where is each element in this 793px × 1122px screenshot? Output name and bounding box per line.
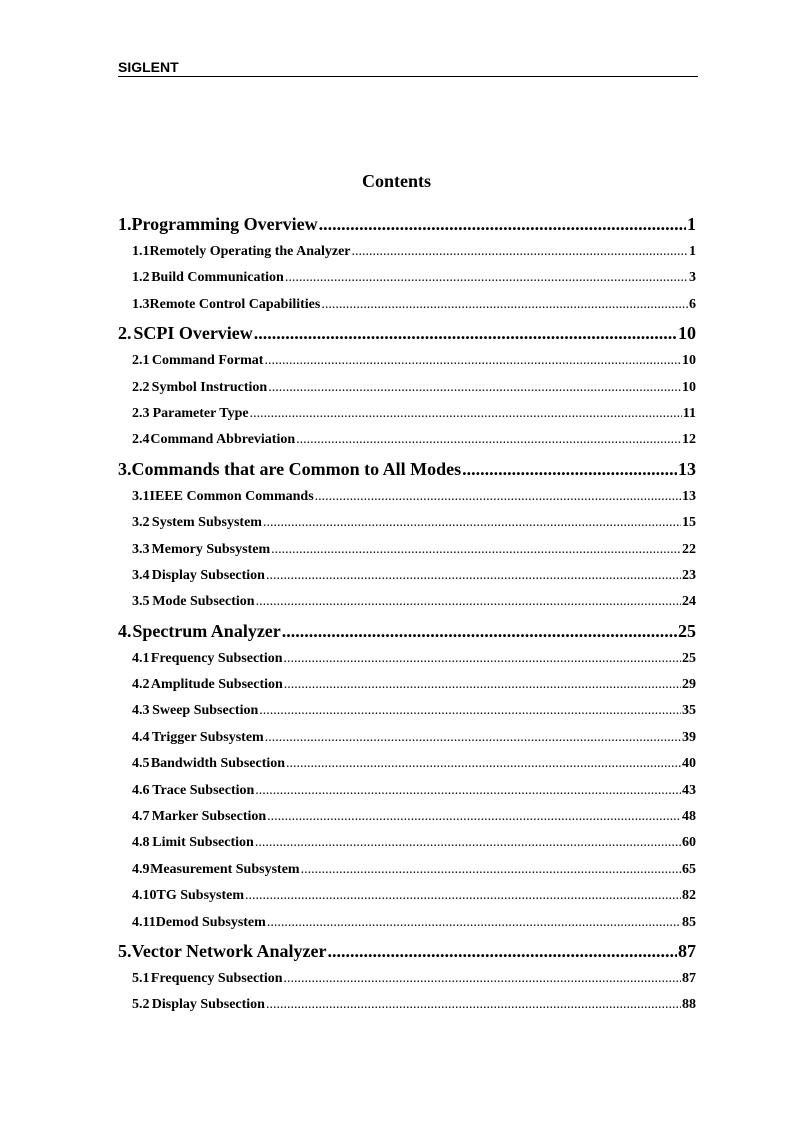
toc-section-entry[interactable]: [118, 589, 696, 615]
toc-entry-number: 4.: [118, 620, 132, 641]
toc-entry-number: 4.3: [132, 703, 150, 719]
toc-entry-number: 4.6: [132, 782, 150, 798]
dot-leader: [255, 830, 681, 856]
toc-entry-page: 24: [682, 594, 696, 610]
toc-entry-number: 2.: [118, 323, 132, 344]
toc-entry-page: 87: [682, 970, 696, 986]
toc-entry-page: 3: [689, 270, 696, 286]
toc-section-entry[interactable]: [118, 751, 696, 777]
toc-section-entry[interactable]: [118, 857, 696, 883]
toc-entry-page: 10: [678, 323, 696, 344]
toc-entry-number: 4.1: [132, 650, 150, 666]
toc-entry-page: 1: [687, 214, 696, 234]
dot-leader: [286, 751, 681, 777]
toc-entry-title: Frequency Subsection: [150, 970, 283, 986]
toc-entry-number: 4.7: [132, 809, 150, 825]
toc-entry-title: Command Abbreviation: [150, 432, 296, 448]
toc-entry-title: Commands that are Common to All Modes: [131, 458, 462, 479]
toc-chapter-entry[interactable]: [118, 454, 696, 484]
toc-section-entry[interactable]: [118, 966, 696, 992]
toc-entry-number: 3.4: [132, 567, 150, 583]
toc-section-entry[interactable]: [118, 427, 696, 453]
dot-leader: [301, 857, 681, 883]
toc-entry-title: Vector Network Analyzer: [131, 940, 327, 961]
toc-entry-number: 5.1: [132, 970, 150, 986]
toc-section-entry[interactable]: [118, 484, 696, 510]
toc-entry-title: Bandwidth Subsection: [150, 756, 286, 772]
brand-name: SIGLENT: [118, 59, 179, 75]
toc-entry-number: 3.: [118, 458, 132, 479]
dot-leader: [462, 454, 677, 484]
toc-entry-title: Trace Subsection: [152, 782, 255, 798]
toc-entry-page: 10: [682, 379, 696, 395]
toc-entry-page: 25: [682, 650, 696, 666]
dot-leader: [284, 672, 681, 698]
toc-entry-title: Marker Subsection: [151, 809, 267, 825]
toc-entry-number: 4.5: [132, 756, 150, 772]
toc-entry-title: Mode Subsection: [152, 594, 255, 610]
toc-entry-title: Measurement Subsystem: [150, 861, 300, 877]
toc-chapter-entry[interactable]: [118, 209, 696, 239]
dot-leader: [284, 646, 681, 672]
toc-entry-number: 2.3: [132, 405, 150, 421]
dot-leader: [282, 616, 677, 646]
toc-entry-title: Programming Overview: [131, 214, 318, 234]
toc-entry-title: System Subsystem: [151, 515, 262, 531]
dot-leader: [267, 910, 681, 936]
toc-section-entry[interactable]: [118, 698, 696, 724]
toc-section-entry[interactable]: [118, 537, 696, 563]
toc-section-entry[interactable]: [118, 778, 696, 804]
toc-entry-page: 65: [682, 861, 696, 877]
toc-entry-number: 4.2: [132, 677, 150, 693]
dot-leader: [267, 804, 681, 830]
toc-entry-title: Memory Subsystem: [151, 541, 271, 557]
toc-section-entry[interactable]: [118, 292, 696, 318]
toc-entry-page: 48: [682, 809, 696, 825]
dot-leader: [263, 510, 681, 536]
toc-chapter-entry[interactable]: [118, 318, 696, 348]
toc-entry-number: 2.4: [132, 432, 150, 448]
toc-entry-title: Symbol Instruction: [151, 379, 268, 395]
toc-entry-page: 40: [682, 756, 696, 772]
toc-entry-title: Display Subsection: [151, 567, 265, 583]
toc-section-entry[interactable]: [118, 265, 696, 291]
toc-entry-page: 6: [689, 296, 696, 312]
toc-entry-title: IEEE Common Commands: [149, 488, 314, 504]
dot-leader: [296, 427, 681, 453]
dot-leader: [315, 484, 681, 510]
toc-entry-page: 29: [682, 677, 696, 693]
toc-entry-number: 4.8: [132, 835, 150, 851]
dot-leader: [319, 209, 686, 239]
toc-section-entry[interactable]: [118, 401, 696, 427]
dot-leader: [266, 563, 681, 589]
toc-entry-title: Sweep Subsection: [152, 703, 259, 719]
toc-section-entry[interactable]: [118, 672, 696, 698]
toc-entry-title: Command Format: [151, 353, 264, 369]
toc-section-entry[interactable]: [118, 992, 696, 1018]
toc-section-entry[interactable]: [118, 510, 696, 536]
toc-entry-number: 4.9: [132, 861, 150, 877]
dot-leader: [255, 778, 681, 804]
dot-leader: [271, 537, 681, 563]
toc-entry-page: 1: [689, 244, 696, 259]
toc-section-entry[interactable]: [118, 239, 696, 265]
toc-entry-number: 3.1: [132, 488, 150, 504]
dot-leader: [327, 936, 677, 966]
toc-entry-page: 13: [678, 458, 696, 479]
toc-chapter-entry[interactable]: [118, 936, 696, 966]
toc-entry-page: 87: [678, 940, 696, 961]
table-of-contents: [118, 209, 696, 1019]
dot-leader: [250, 401, 682, 427]
dot-leader: [268, 375, 681, 401]
toc-entry-title: Build Communication: [151, 270, 284, 286]
dot-leader: [284, 966, 681, 992]
dot-leader: [321, 292, 688, 318]
toc-section-entry[interactable]: [118, 375, 696, 401]
toc-section-entry[interactable]: [118, 830, 696, 856]
toc-entry-number: 4.11: [132, 914, 156, 930]
toc-entry-page: 10: [681, 353, 696, 369]
toc-entry-page: 25: [678, 620, 696, 641]
toc-entry-page: 22: [682, 541, 696, 557]
toc-entry-page: 82: [682, 888, 696, 904]
toc-entry-title: Limit Subsection: [152, 835, 254, 851]
toc-section-entry[interactable]: [118, 646, 696, 672]
toc-entry-title: Frequency Subsection: [150, 650, 283, 666]
toc-entry-number: 1.: [118, 214, 132, 234]
page-title: Contents: [361, 171, 431, 191]
toc-entry-page: 60: [682, 835, 696, 851]
dot-leader: [265, 725, 681, 751]
toc-entry-title: Demod Subsystem: [155, 914, 266, 930]
toc-entry-page: 11: [682, 405, 696, 421]
toc-entry-title: Display Subsection: [151, 997, 265, 1013]
toc-section-entry[interactable]: [118, 804, 696, 830]
toc-entry-page: 13: [682, 488, 696, 504]
dot-leader: [254, 318, 677, 348]
toc-section-entry[interactable]: [118, 910, 696, 936]
toc-entry-number: 1.2: [132, 270, 150, 286]
toc-entry-title: Parameter Type: [152, 405, 249, 421]
dot-leader: [264, 348, 681, 374]
page-header: [118, 57, 698, 77]
toc-entry-title: Spectrum Analyzer: [132, 620, 281, 641]
dot-leader: [259, 698, 681, 724]
dot-leader: [285, 265, 688, 291]
toc-entry-page: 85: [682, 914, 696, 930]
toc-entry-page: 35: [682, 703, 696, 719]
toc-entry-page: 43: [682, 782, 696, 798]
toc-section-entry[interactable]: [118, 348, 696, 374]
toc-entry-page: 23: [682, 567, 696, 583]
toc-entry-number: 3.2: [132, 515, 150, 531]
toc-entry-number: 5.2: [132, 997, 150, 1013]
toc-entry-page: 88: [682, 997, 696, 1013]
toc-section-entry[interactable]: [118, 725, 696, 751]
toc-entry-number: 1.1: [132, 244, 150, 259]
toc-entry-page: 15: [682, 515, 696, 531]
toc-entry-number: 2.1: [132, 353, 150, 369]
toc-entry-number: 3.5: [132, 594, 150, 610]
toc-entry-number: 5.: [118, 940, 132, 961]
dot-leader: [266, 992, 681, 1018]
toc-entry-title: SCPI Overview: [133, 323, 253, 344]
toc-entry-number: 3.3: [132, 541, 150, 557]
dot-leader: [352, 239, 688, 265]
toc-section-entry[interactable]: [118, 883, 696, 909]
toc-section-entry[interactable]: [118, 563, 696, 589]
toc-entry-number: 1.3: [132, 296, 150, 312]
toc-entry-number: 2.2: [132, 379, 150, 395]
dot-leader: [245, 883, 681, 909]
toc-entry-page: 39: [682, 729, 696, 745]
toc-entry-number: 4.4: [132, 729, 150, 745]
toc-entry-title: Amplitude Subsection: [150, 677, 283, 693]
toc-entry-title: Remotely Operating the Analyzer: [149, 244, 351, 259]
toc-entry-title: Remote Control Capabilities: [149, 296, 321, 312]
toc-entry-page: 12: [682, 432, 696, 448]
toc-entry-title: TG Subsystem: [156, 888, 245, 904]
toc-entry-title: Trigger Subsystem: [151, 729, 264, 745]
toc-entry-number: 4.10: [132, 888, 157, 904]
toc-chapter-entry[interactable]: [118, 616, 696, 646]
dot-leader: [256, 589, 681, 615]
